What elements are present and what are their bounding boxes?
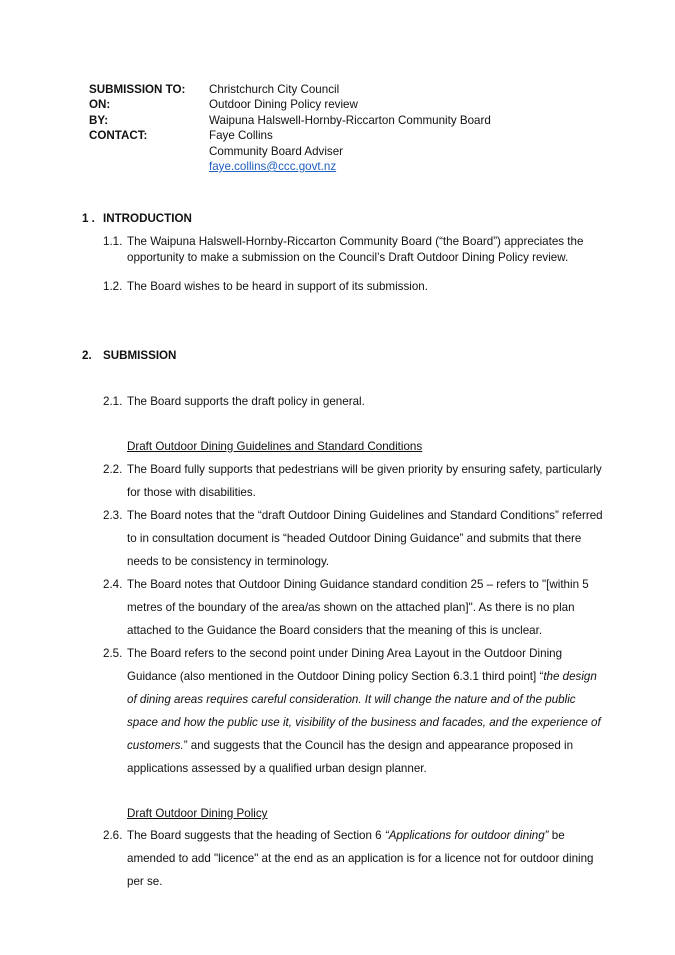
section-number: 1 . (82, 212, 95, 225)
list-item (103, 394, 603, 410)
list-item (103, 504, 603, 573)
list-item (103, 573, 603, 642)
subheading-policy: Draft Outdoor Dining Policy (127, 807, 268, 820)
header-label (89, 144, 209, 159)
quoted-guidance-text: the design of dining areas requires careful consideration. It will change the nature and of the public space and how the public use it, visibility of the business and facades, and the experience of customers. (127, 670, 601, 752)
header-value: Waipuna Halswell-Hornby-Riccarton Community Board (209, 113, 491, 127)
header-row (89, 144, 491, 159)
list-item (103, 824, 603, 893)
item-text: The Board notes that Outdoor Dining Guidance standard condition 25 – refers to "[within 5 metres of the boundary of the area/as shown on the attached plan]". As there is no plan attached to the Guidance the Board considers that the meaning of this is unclear. (127, 578, 589, 637)
section-number: 2. (82, 349, 92, 362)
header-row (89, 113, 491, 128)
section-heading-introduction (82, 211, 192, 226)
list-item (103, 458, 603, 504)
list-item (103, 234, 603, 265)
header-value: Outdoor Dining Policy review (209, 98, 358, 112)
item-text: The Board fully supports that pedestrians will be given priority by ensuring safety, particularly for those with disabilities. (127, 463, 602, 499)
list-item (103, 279, 603, 295)
quoted-heading-text: “Applications for outdoor dining” (384, 829, 549, 842)
item-text-part: The Board suggests that the heading of Section 6 (127, 829, 385, 842)
item-text (127, 642, 603, 780)
header-value: Faye Collins (209, 129, 273, 143)
header-label: ON: (89, 98, 111, 112)
header-value: Christchurch City Council (209, 83, 340, 96)
header-row (89, 82, 491, 97)
header-label (89, 159, 209, 174)
header-row (89, 159, 491, 174)
item-number: 2.5. (103, 647, 123, 660)
header-value: Community Board Adviser (209, 144, 344, 158)
item-text: The Board wishes to be heard in support of its submission. (127, 280, 428, 293)
section-heading-submission (82, 348, 176, 363)
item-number: 2.1. (103, 395, 123, 408)
item-text: The Waipuna Halswell-Hornby-Riccarton Community Board (“the Board”) appreciates the opportunity to make a submission on the Council’s Draft Outdoor Dining Policy review. (127, 235, 584, 264)
item-text: The Board supports the draft policy in general. (127, 395, 365, 408)
subheading-guidelines: Draft Outdoor Dining Guidelines and Standard Conditions (127, 440, 423, 453)
header-label: BY: (89, 113, 109, 127)
item-number: 2.2. (103, 463, 123, 476)
item-number: 1.1. (103, 235, 123, 248)
contact-email-link[interactable]: faye.collins@ccc.govt.nz (209, 159, 337, 173)
section-title: SUBMISSION (103, 349, 177, 362)
item-text: The Board notes that the “draft Outdoor Dining Guidelines and Standard Conditions” referred to in consultation document is “headed Outdoor Dining Guidance” and submits that there needs to be consistency in terminology. (127, 509, 603, 568)
item-number: 1.2. (103, 280, 123, 293)
list-item (103, 642, 603, 780)
item-text-part: ” and suggests that the Council has the design and appearance proposed in applications assessed by a qualified urban design planner. (127, 739, 574, 775)
submission-header (89, 82, 491, 174)
header-row (89, 128, 491, 143)
item-text-part: The Board refers to the second point under Dining Area Layout in the Outdoor Dining Guidance (also mentioned in the Outdoor Dining policy Section 6.3.1 third point] “ (127, 647, 563, 683)
item-number: 2.6. (103, 829, 123, 842)
header-row (89, 97, 491, 112)
item-number: 2.3. (103, 509, 123, 522)
item-text-part: be amended to add "licence" at the end as an application is for a licence not for outdoor dining per se. (127, 829, 594, 888)
item-number: 2.4. (103, 578, 123, 591)
header-label: CONTACT: (89, 129, 148, 143)
header-label: SUBMISSION TO: (89, 83, 186, 96)
section-title: INTRODUCTION (103, 212, 192, 225)
item-text (127, 824, 603, 893)
